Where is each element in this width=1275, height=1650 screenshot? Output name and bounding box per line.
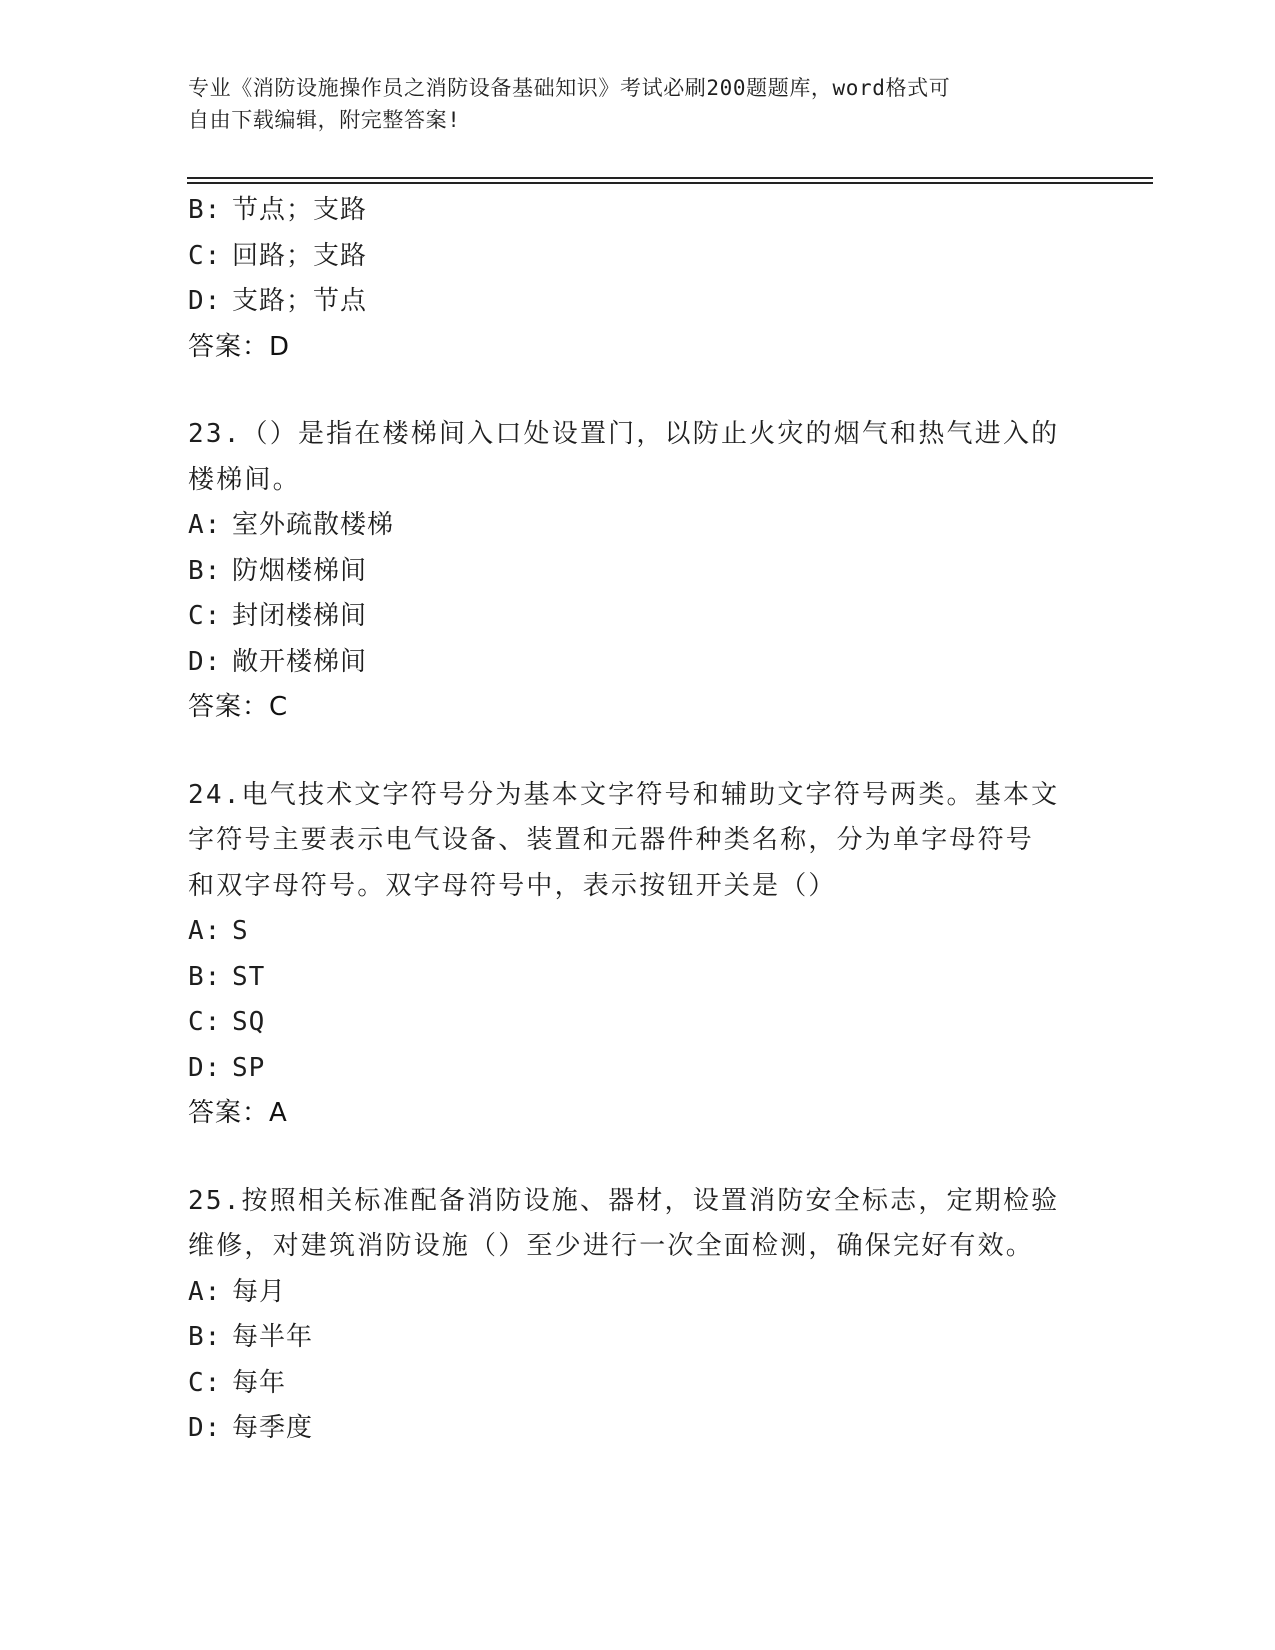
header-divider-bottom [187, 182, 1153, 184]
header-line-1: 专业《消防设施操作员之消防设备基础知识》考试必刷200题题库，word格式可 [188, 76, 951, 100]
option-d: D: 支路；节点 [188, 286, 368, 316]
option-b: B: ST [188, 961, 266, 992]
option-b: B: 每半年 [188, 1322, 314, 1352]
question-text: 23.（）是指在楼梯间入口处设置门，以防止火灾的烟气和热气进入的 楼梯间。 [188, 419, 1060, 495]
option-c: C: 每年 [188, 1367, 287, 1398]
question-24 [188, 773, 1088, 1137]
question-text: 24.电气技术文字符号分为基本文字符号和辅助文字符号两类。基本文 字符号主要表示电气设备、装置和元器件种类名称，分为单字母符号 和双字母符号。双字母符号中，表示按钮开关是（） [188, 779, 1060, 901]
option-a: A: S [188, 916, 249, 946]
answer-line: 答案：A [188, 1098, 288, 1128]
option-b: B: 节点；支路 [188, 195, 368, 225]
option-c: C: SQ [188, 1007, 266, 1037]
document-header [188, 72, 1068, 136]
question-content [188, 188, 1088, 1452]
option-a: A: 室外疏散楼梯 [188, 510, 395, 540]
option-b: B: 防烟楼梯间 [188, 555, 368, 586]
option-a: A: 每月 [188, 1276, 287, 1307]
answer-line: 答案：C [188, 692, 289, 722]
option-c: C: 回路；支路 [188, 240, 368, 271]
option-d: D: SP [188, 1052, 266, 1083]
question-25 [188, 1179, 1088, 1452]
option-d: D: 每季度 [188, 1413, 314, 1443]
header-divider-top [187, 177, 1153, 179]
header-line-2: 自由下载编辑，附完整答案! [188, 108, 461, 132]
option-d: D: 敞开楼梯间 [188, 646, 368, 677]
question-23 [188, 412, 1088, 731]
question-22 [188, 188, 1088, 370]
option-c: C: 封闭楼梯间 [188, 601, 368, 631]
answer-line: 答案：D [188, 331, 291, 362]
question-text: 25.按照相关标准配备消防设施、器材，设置消防安全标志，定期检验 维修，对建筑消防设施（）至少进行一次全面检测，确保完好有效。 [188, 1185, 1060, 1261]
